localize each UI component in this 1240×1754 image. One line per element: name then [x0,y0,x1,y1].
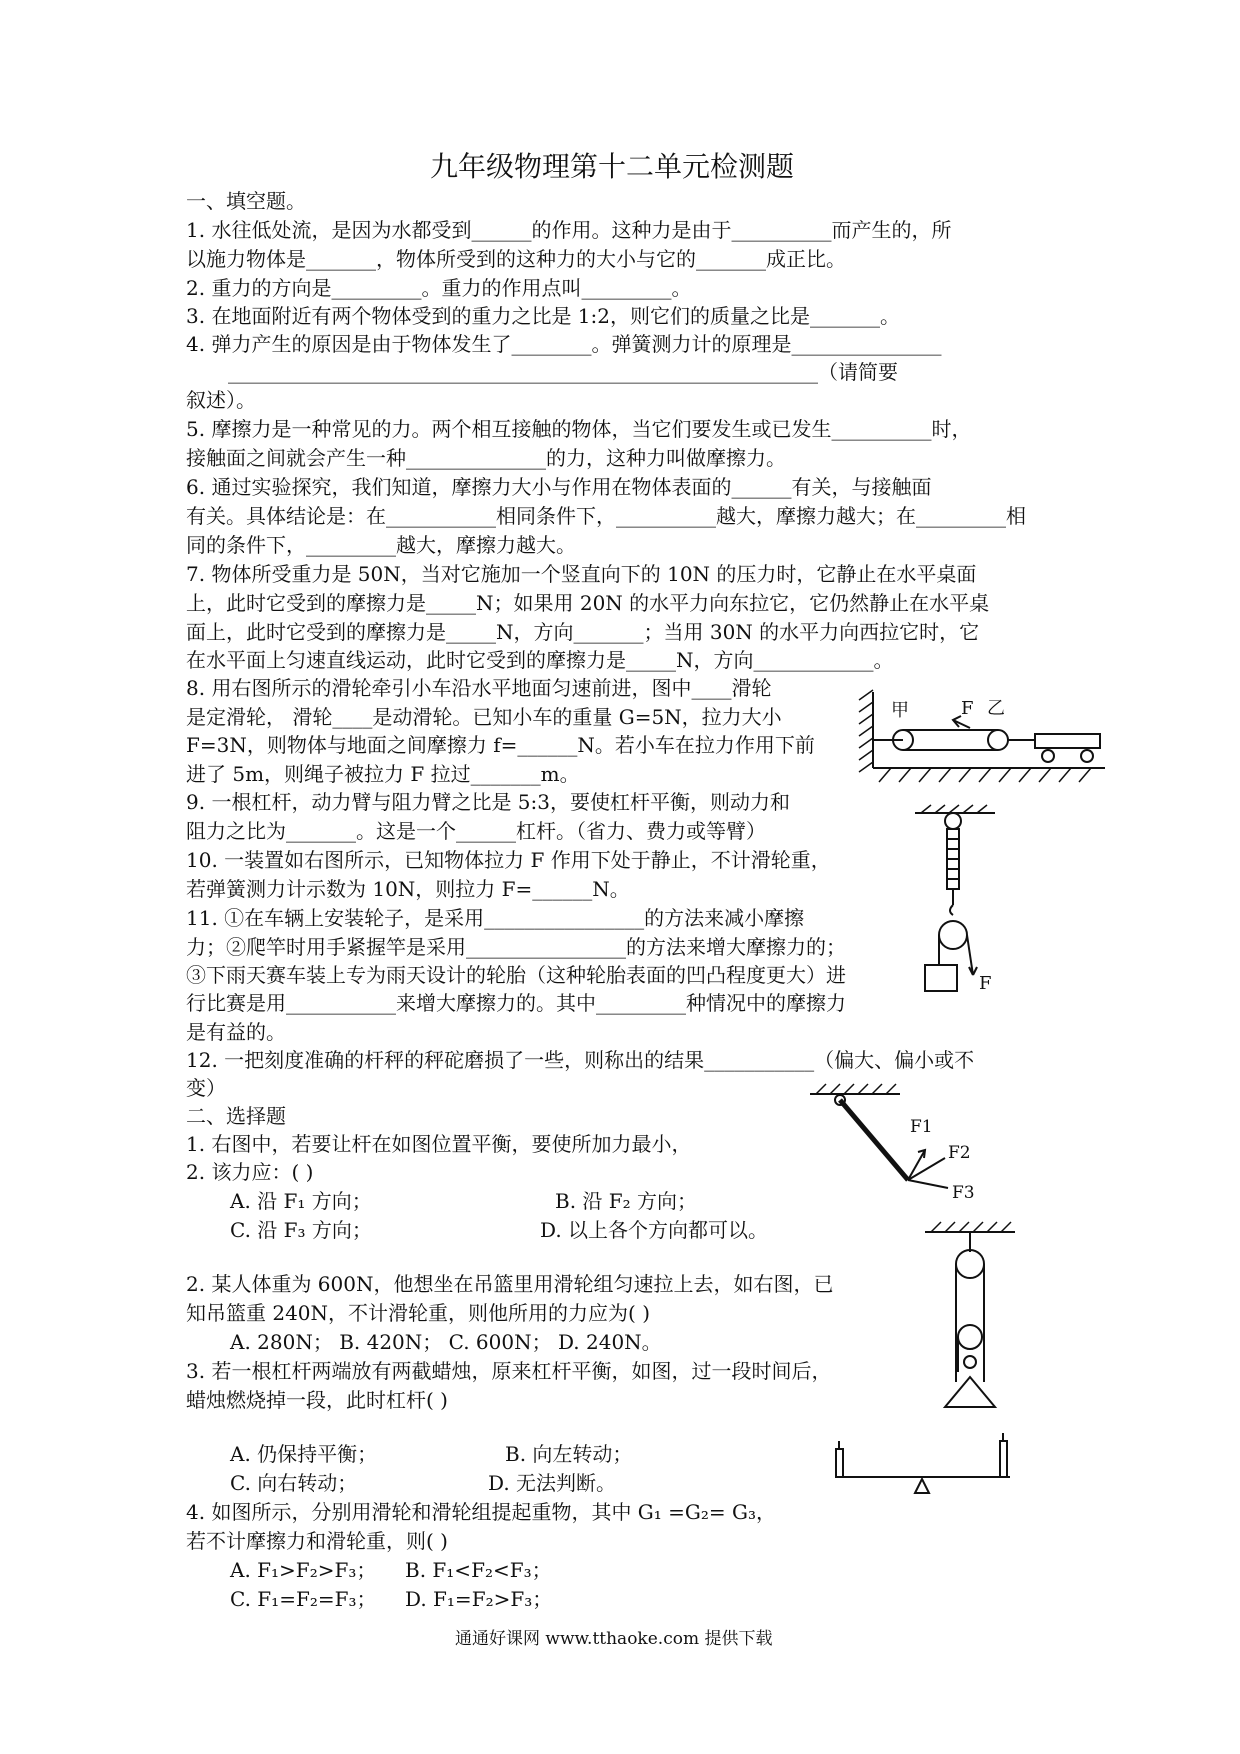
lever-forces-figure [800,1080,1000,1210]
spring-pulley-figure [905,805,1015,1005]
c1-option-c: C. 沿 F₃ 方向； [230,1218,372,1242]
label-jia: 甲 [891,700,909,721]
label-yi: 乙 [987,698,1005,719]
q12-line-2: 变） [186,1076,226,1100]
c3-option-c: C. 向右转动； [230,1471,358,1495]
q5-line-2: 接触面之间就会产生一种______________的力，这种力叫做摩擦力。 [186,446,786,470]
q11-line-3: ③下雨天赛车装上专为雨天设计的轮胎（这种轮胎表面的凹凸程度更大）进 [186,963,846,987]
q9-line-2: 阻力之比为_______。这是一个______杠杆。（省力、费力或等臂） [186,819,766,843]
fulcrum [915,1479,929,1493]
basket [945,1377,995,1407]
c4-option-a: A. F₁>F₂>F₃； [230,1558,377,1582]
left-candle [836,1449,843,1477]
q1-line-1: 1. 水往低处流，是因为水都受到______的作用。这种力是由于__________而产生的，所 [186,218,952,242]
candle-lever-figure [830,1425,1020,1500]
c3-option-d: D. 无法判断。 [488,1471,617,1495]
q6-line-2: 有关。具体结论是：在___________相同条件下，__________越大，摩擦力越大；在_________相 [186,504,1026,528]
lower-pulley [958,1325,982,1349]
c1-line-2: 2. 该力应：( ) [186,1160,314,1184]
label-F2: F2 [948,1143,971,1163]
q7-line-2: 上，此时它受到的摩擦力是_____N；如果用 20N 的水平力向东拉它，它仍然静止在水平桌 [186,591,990,615]
document-title: 九年级物理第十二单元检测题 [430,150,795,183]
pulley-cart-figure [855,690,1115,790]
q8-line-3: F=3N，则物体与地面之间摩擦力 f=______N。若小车在拉力作用下前 [186,733,815,757]
label-F3: F3 [952,1183,975,1203]
q2-line: 2. 重力的方向是_________。重力的作用点叫_________。 [186,276,692,300]
q12-line-1: 12. 一把刻度准确的杆秤的秤砣磨损了一些，则称出的结果___________（偏大、偏小或不 [186,1048,975,1072]
c3-line-1: 3. 若一根杠杆两端放有两截蜡烛，原来杠杆平衡，如图，过一段时间后， [186,1359,832,1383]
label-F: F [961,698,974,719]
c3-line-2: 蜡烛燃烧掉一段，此时杠杆( ) [186,1388,448,1412]
q7-line-4: 在水平面上匀速直线运动，此时它受到的摩擦力是_____N，方向____________。 [186,648,894,672]
q7-line-3: 面上，此时它受到的摩擦力是_____N，方向_______；当用 30N 的水平力向西拉它时，它 [186,620,980,644]
c3-option-a: A. 仍保持平衡； [230,1442,378,1466]
q11-line-2: 力；②爬竿时用手紧握竿是采用________________的方法来增大摩擦力的； [186,935,846,959]
c2-line-1: 2. 某人体重为 600N，他想坐在吊篮里用滑轮组匀速拉上去，如右图，已 [186,1272,834,1296]
q4-line-1: 4. 弹力产生的原因是由于物体发生了________。弹簧测力计的原理是_______________ [186,332,942,356]
right-candle [1000,1441,1007,1477]
c2-line-2: 知吊篮重 240N，不计滑轮重，则他所用的力应为( ) [186,1301,650,1325]
q1-line-2: 以施力物体是_______，物体所受到的这种力的大小与它的_______成正比。 [186,247,846,271]
c1-option-a: A. 沿 F₁ 方向； [230,1189,372,1213]
c4-option-d: D. F₁=F₂>F₃； [405,1587,553,1611]
label-F-spring: F [979,973,992,994]
c4-line-1: 4. 如图所示，分别用滑轮和滑轮组提起重物，其中 G₁ =G₂= G₃， [186,1500,777,1524]
section-heading-choice: 二、选择题 [186,1104,286,1128]
c2-options: A. 280N； B. 420N； C. 600N； D. 240N。 [230,1330,662,1354]
page-footer: 通通好课网 www.tthaoke.com 提供下载 [455,1629,773,1649]
section-heading-fill: 一、填空题。 [186,189,306,213]
movable-pulley [939,921,967,949]
q11-line-4: 行比赛是用___________来增大摩擦力的。其中_________种情况中的摩擦力 [186,991,846,1015]
c1-option-d: D. 以上各个方向都可以。 [540,1218,769,1242]
q8-line-1: 8. 用右图所示的滑轮牵引小车沿水平地面匀速前进，图中____滑轮 [186,676,772,700]
q10-line-2: 若弹簧测力计示数为 10N，则拉力 F=______N。 [186,877,630,901]
c1-line-1: 1. 右图中，若要让杆在如图位置平衡，要使所加力最小， [186,1132,692,1156]
q8-line-2: 是定滑轮， 滑轮____是动滑轮。已知小车的重量 G=5N，拉力大小 [186,705,782,729]
q11-line-5: 是有益的。 [186,1020,286,1044]
c4-line-2: 若不计摩擦力和滑轮重，则( ) [186,1529,448,1553]
cart-body [1035,734,1100,748]
q10-line-1: 10. 一装置如右图所示，已知物体拉力 F 作用下处于静止，不计滑轮重， [186,848,831,872]
q9-line-1: 9. 一根杠杆，动力臂与阻力臂之比是 5:3，要使杠杆平衡，则动力和 [186,790,790,814]
q4-line-3: 叙述）。 [186,388,256,412]
q6-line-1: 6. 通过实验探究，我们知道，摩擦力大小与作用在物体表面的______有关，与接触面 [186,475,932,499]
q3-line: 3. 在地面附近有两个物体受到的重力之比是 1:2，则它们的质量之比是_______。 [186,304,900,328]
c1-option-b: B. 沿 F₂ 方向； [555,1189,698,1213]
q11-line-1: 11. ①在车辆上安装轮子，是采用________________的方法来减小摩擦 [186,906,805,930]
q5-line-1: 5. 摩擦力是一种常见的力。两个相互接触的物体，当它们要发生或已发生__________时， [186,417,972,441]
q6-line-3: 同的条件下，_________越大，摩擦力越大。 [186,533,576,557]
q8-line-4: 进了 5m，则绳子被拉力 F 拉过_______m。 [186,762,580,786]
upper-pulley [956,1250,984,1278]
c3-option-b: B. 向左转动； [505,1442,633,1466]
q4-line-2: ___________________________________________________________（请简要 [228,360,898,384]
movable-pulley-yi [988,730,1008,750]
c4-option-b: B. F₁<F₂<F₃； [405,1558,552,1582]
c4-option-c: C. F₁=F₂=F₃； [230,1587,377,1611]
q7-line-1: 7. 物体所受重力是 50N，当对它施加一个竖直向下的 10N 的压力时，它静止在水平桌面 [186,562,977,586]
weight-block [925,965,957,991]
label-F1: F1 [910,1117,933,1137]
pulley-basket-figure [925,1222,1015,1412]
